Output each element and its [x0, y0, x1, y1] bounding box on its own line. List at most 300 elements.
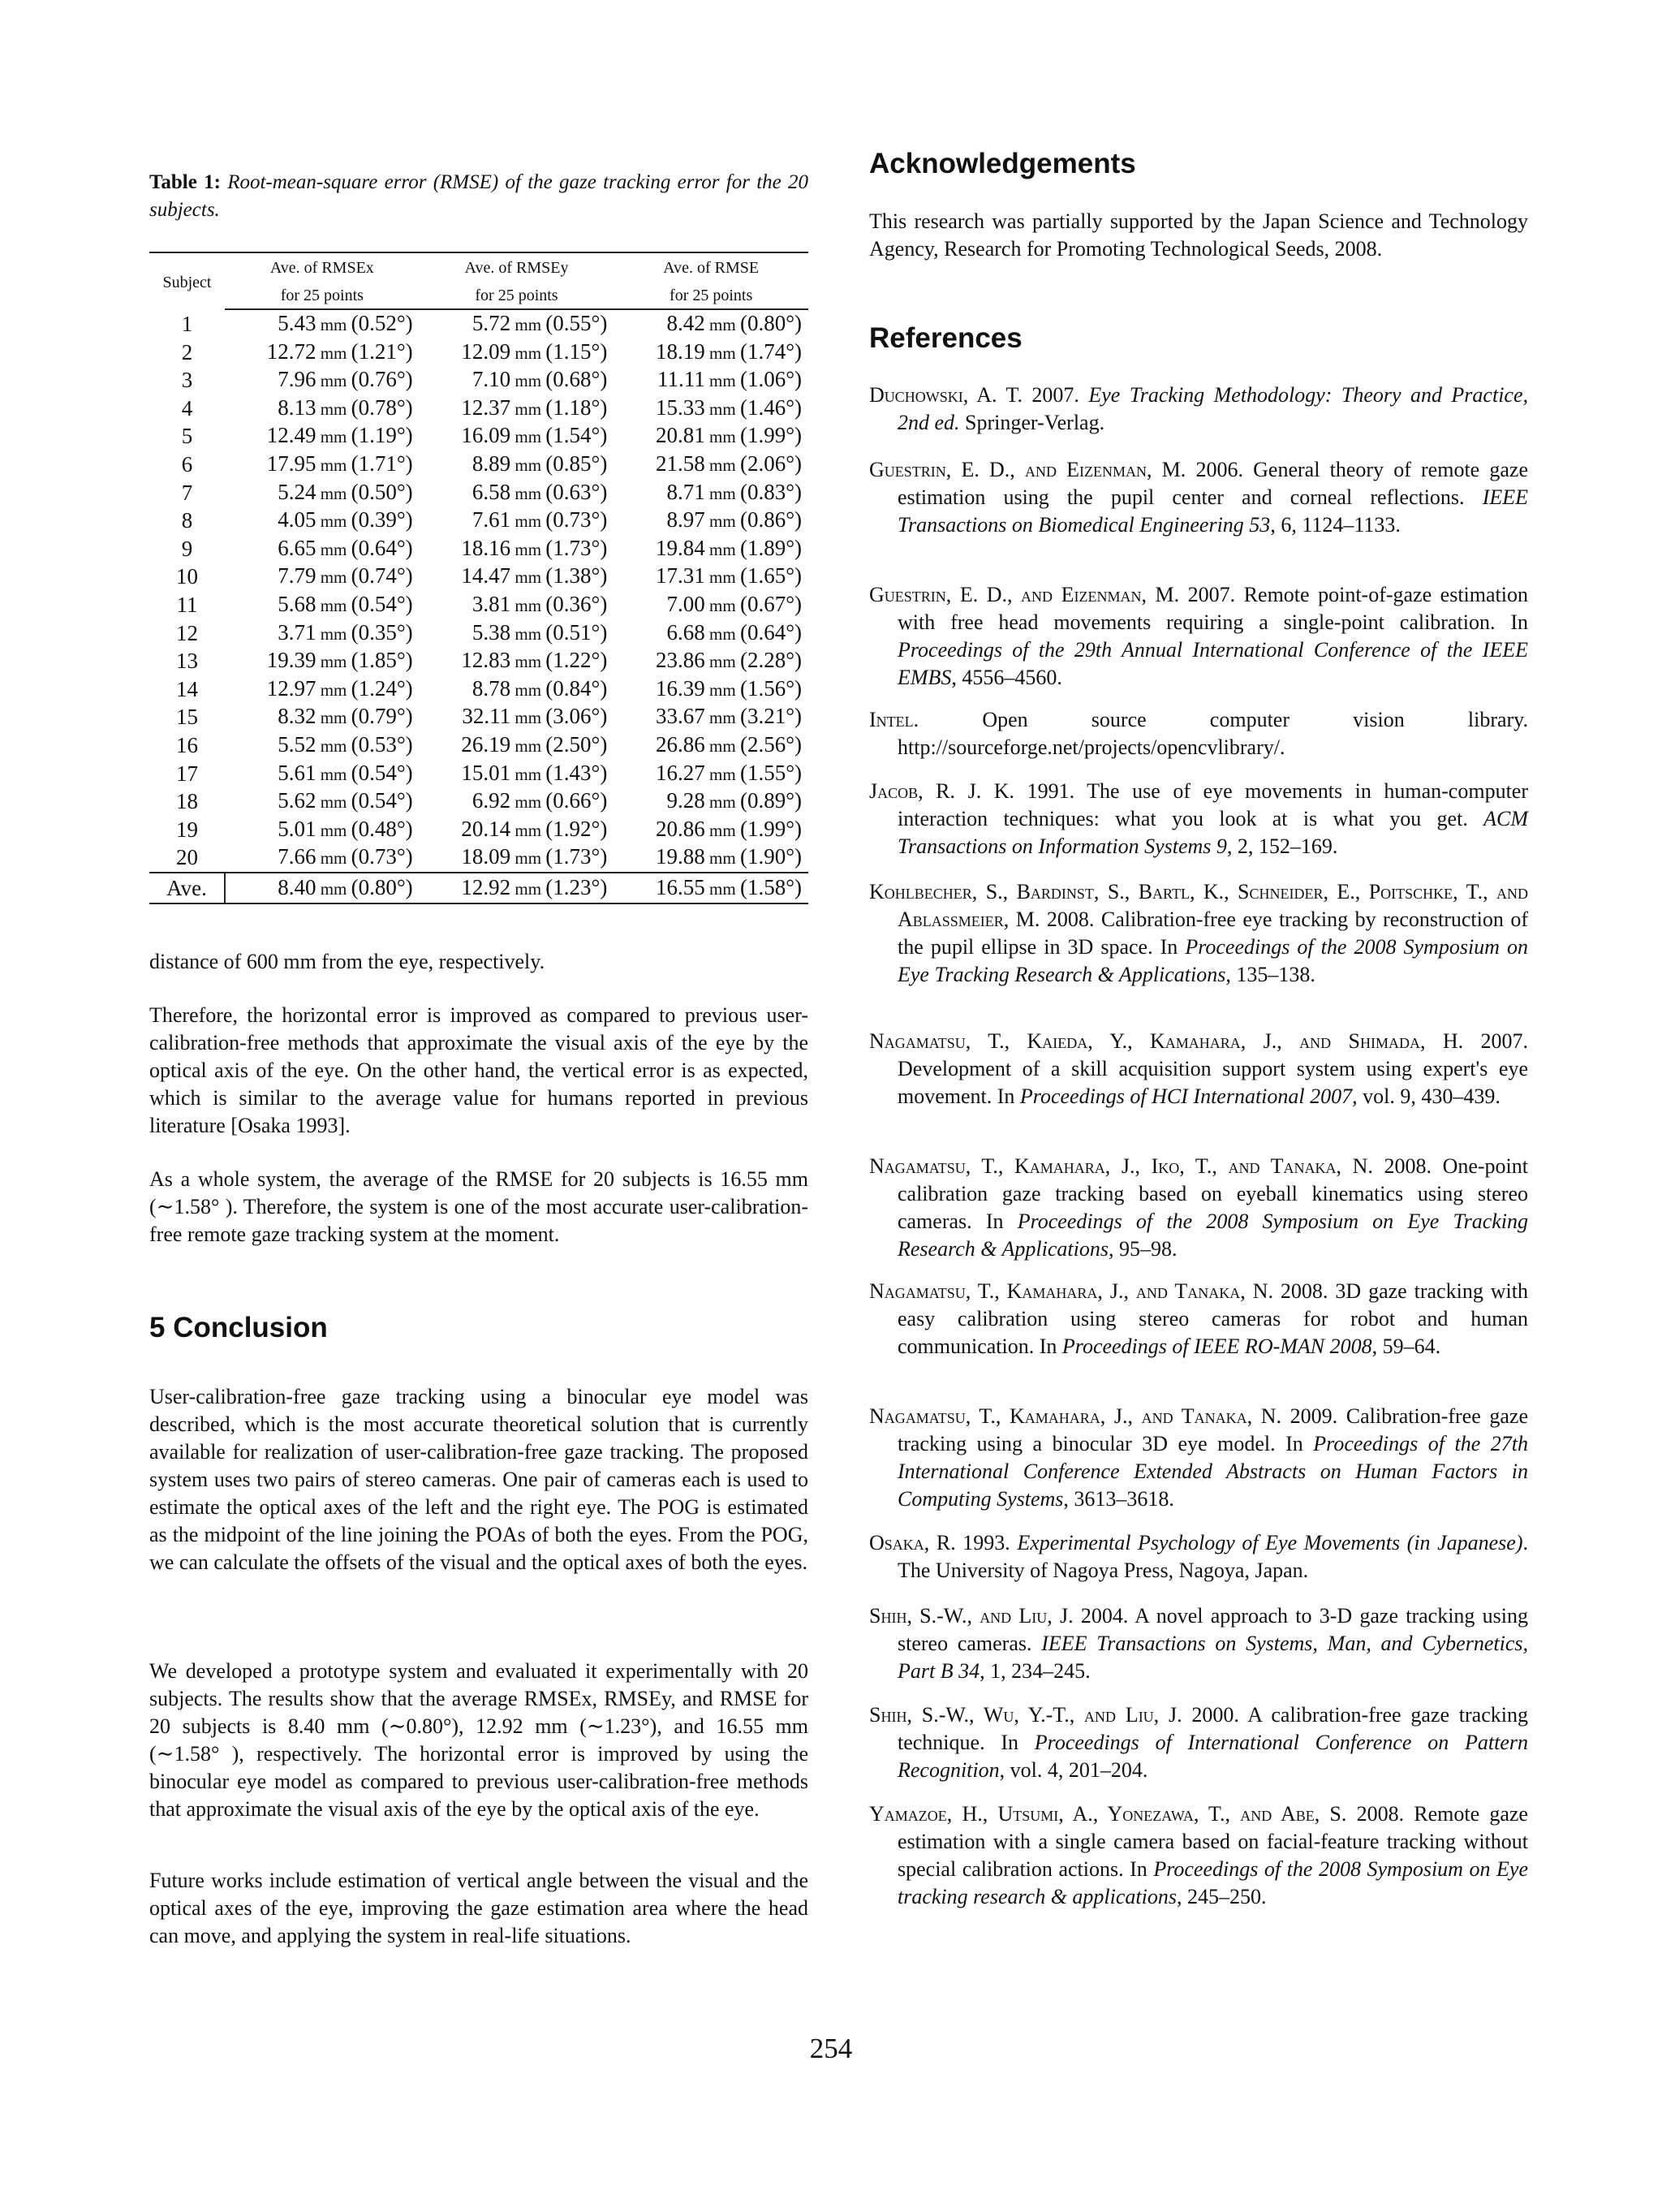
cell-degree: (1.19°) [351, 423, 413, 448]
reference-pages: , vol. 4, 201–204. [999, 1758, 1148, 1782]
rmse-y-cell [420, 703, 614, 731]
reference-authors: Osaka, R. [869, 1531, 956, 1554]
rmse-cell [614, 591, 808, 619]
cell-degree: (0.78°) [351, 395, 413, 420]
reference-details: 2004. A novel approach to 3-D gaze tracking using stereo cameras. [898, 1604, 1528, 1655]
cell-degree: (1.58°) [739, 874, 802, 899]
cell-value: 20.14 [461, 816, 511, 841]
cell-degree: (1.65°) [739, 563, 802, 589]
cell-value: 5.52 [278, 731, 316, 757]
cell-value: 12.49 [266, 423, 316, 448]
cell-value: 8.89 [471, 451, 511, 476]
cell-value: 8.78 [471, 675, 511, 701]
reference-pages: , 135–138. [1225, 963, 1315, 986]
reference-authors: Shih, S.-W., and Liu, J. [869, 1604, 1074, 1628]
table-row [149, 366, 808, 395]
reference-authors: Intel. [869, 708, 919, 731]
table-caption-text: Root-mean-square error (RMSE) of the gaze tracking error for the 20 subjects. [149, 171, 809, 221]
reference-item [869, 1602, 1528, 1685]
cell-value: 5.68 [278, 591, 316, 616]
cell-unit: mm [510, 679, 546, 700]
table-row [149, 395, 808, 423]
reference-details: Open source computer vision library. http://sourceforge.net/projects/opencvlibrary/. [898, 708, 1528, 759]
cell-value: 12.09 [461, 338, 511, 364]
cell-degree: (0.67°) [739, 591, 802, 616]
subject-cell: 6 [181, 451, 193, 476]
rmse-y-cell [420, 395, 614, 423]
cell-unit: mm [316, 567, 351, 588]
table-row [149, 843, 808, 873]
cell-unit: mm [316, 708, 351, 728]
reference-pages: , 2, 152–169. [1226, 834, 1338, 858]
cell-degree: (0.39°) [351, 507, 413, 533]
cell-value: 5.43 [278, 311, 316, 335]
cell-unit: mm [510, 623, 546, 644]
rmse-x-cell [225, 422, 420, 451]
rmse-y-cell [420, 451, 614, 479]
cell-degree: (1.99°) [739, 423, 802, 448]
cell-value: 7.00 [666, 591, 705, 616]
reference-authors: Nagamatsu, T., Kaieda, Y., Kamahara, J., and Shimada, H. [869, 1029, 1464, 1053]
cell-degree: (1.92°) [545, 816, 608, 841]
cell-degree: (0.35°) [351, 619, 413, 645]
cell-value: 5.61 [278, 760, 316, 785]
cell-value: 33.67 [656, 704, 705, 729]
table-row [149, 563, 808, 591]
header-rmse-y: Ave. of RMSEy [420, 252, 614, 281]
cell-degree: (1.38°) [545, 563, 608, 589]
reference-pages: , 6, 1124–1133. [1270, 513, 1401, 537]
cell-unit: mm [510, 567, 546, 588]
table-label: Table 1: [149, 171, 221, 193]
subject-cell: 13 [176, 649, 198, 674]
cell-unit: mm [704, 595, 740, 615]
reference-title: Proceedings of International Conference on Pattern Recognition [898, 1731, 1528, 1782]
cell-unit: mm [316, 595, 351, 615]
cell-unit: mm [510, 652, 546, 672]
rmse-x-cell [225, 366, 420, 395]
paragraph-conclusion-2: We developed a prototype system and evaluated it experimentally with 20 subjects. The results show that the average RMSEx, RMSEy, and RMSE for 20 subjects is 8.40 mm (∼0.80°), 12.92 mm (∼1.23°), and 16.55 mm (∼1.58° ), respectively. The horizontal error is improved by using the binocular eye model as compared to previous user-calibration-free methods that approximate the visual axis of the eye by the optical axis of the eye. [149, 1659, 808, 1821]
cell-value: 11.11 [657, 367, 705, 392]
cell-degree: (1.89°) [739, 535, 802, 560]
rmse-y-cell [420, 760, 614, 788]
cell-unit: mm [704, 539, 740, 559]
cell-value: 16.55 [656, 874, 705, 899]
reference-authors: Guestrin, E. D., and Eizenman, M. [869, 583, 1180, 606]
table-row [149, 760, 808, 788]
reference-details: 2007. [1022, 383, 1089, 407]
cell-unit: mm [704, 399, 740, 419]
rmse-x-cell [225, 760, 420, 788]
header-sub-3: for 25 points [614, 281, 808, 309]
cell-unit: mm [704, 483, 740, 503]
cell-value: 4.05 [278, 507, 316, 533]
rmse-y-cell [420, 479, 614, 507]
cell-unit: mm [316, 511, 351, 532]
cell-value: 17.95 [266, 451, 316, 476]
cell-unit: mm [704, 315, 740, 334]
cell-degree: (0.63°) [545, 479, 608, 504]
cell-value: 3.71 [278, 619, 316, 645]
cell-degree: (2.56°) [739, 731, 802, 757]
cell-unit: mm [316, 652, 351, 672]
cell-value: 18.09 [461, 844, 511, 869]
cell-degree: (0.68°) [545, 367, 608, 392]
header-subject: Subject [149, 252, 225, 309]
table-row [149, 619, 808, 648]
cell-degree: (0.36°) [545, 591, 608, 616]
paragraph-future-work: Future works include estimation of vertical angle between the visual and the optical axes of the eye, improving the gaze estimation area where the head can move, and applying the system in real-life situations. [149, 1869, 808, 1947]
reference-title: Proceedings of the 29th Annual International Conference of the IEEE EMBS [898, 638, 1528, 689]
cell-value: 12.37 [461, 395, 511, 420]
cell-degree: (0.54°) [351, 788, 413, 813]
rmse-x-cell [225, 479, 420, 507]
table-row [149, 507, 808, 535]
reference-authors: Yamazoe, H., Utsumi, A., Yonezawa, T., and Abe, S. [869, 1802, 1347, 1826]
cell-unit: mm [316, 455, 351, 475]
subject-cell: 8 [181, 508, 193, 533]
cell-value: 21.58 [656, 451, 705, 476]
header-rmse-x: Ave. of RMSEx [225, 252, 420, 281]
rmse-cell [614, 507, 808, 535]
subject-cell: Ave. [149, 873, 225, 903]
reference-item [869, 382, 1528, 437]
cell-unit: mm [316, 679, 351, 700]
cell-unit: mm [704, 511, 740, 532]
cell-degree: (0.83°) [739, 479, 802, 504]
rmse-x-cell [225, 309, 420, 338]
rmse-y-cell [420, 873, 614, 903]
cell-unit: mm [510, 315, 546, 334]
paragraph-distance: distance of 600 mm from the eye, respectively. [149, 950, 545, 973]
cell-degree: (0.54°) [351, 760, 413, 785]
cell-degree: (1.23°) [545, 874, 608, 899]
reference-authors: Jacob, R. J. K. [869, 779, 1015, 803]
rmse-cell [614, 731, 808, 760]
cell-degree: (1.73°) [545, 844, 608, 869]
cell-unit: mm [316, 399, 351, 419]
cell-degree: (0.55°) [545, 311, 608, 335]
subject-cell: 19 [176, 817, 198, 842]
cell-unit: mm [316, 315, 351, 334]
cell-unit: mm [704, 623, 740, 644]
cell-unit: mm [316, 371, 351, 391]
cell-value: 5.62 [278, 788, 316, 813]
reference-title: Proceedings of the 27th International Conference Extended Abstracts on Human Factors in Computing Systems [898, 1432, 1528, 1511]
cell-unit: mm [704, 792, 740, 813]
cell-value: 12.92 [461, 874, 511, 899]
rmse-y-cell [420, 619, 614, 648]
reference-title: ACM Transactions on Information Systems 9 [898, 807, 1528, 858]
subject-cell: 9 [181, 536, 193, 561]
table-caption [149, 169, 808, 224]
cell-unit: mm [316, 878, 351, 899]
cell-degree: (1.21°) [351, 338, 413, 364]
rmse-y-cell [420, 816, 614, 844]
table-row [149, 703, 808, 731]
subject-cell: 4 [181, 395, 193, 420]
cell-unit: mm [316, 427, 351, 447]
reference-item [869, 1800, 1528, 1911]
rmse-x-cell [225, 619, 420, 648]
cell-unit: mm [510, 792, 546, 813]
cell-unit: mm [316, 539, 351, 559]
subject-cell: 12 [176, 620, 198, 645]
reference-details: 2008. Calibration-free eye tracking by reconstruction of the pupil ellipse in 3D space. In [898, 908, 1528, 959]
cell-unit: mm [704, 371, 740, 391]
cell-value: 6.68 [666, 619, 705, 645]
cell-unit: mm [316, 623, 351, 644]
reference-pages: , 1, 234–245. [980, 1659, 1091, 1683]
reference-pages: , 245–250. [1176, 1885, 1267, 1908]
cell-value: 5.24 [278, 479, 316, 504]
reference-details: 2006. General theory of remote gaze estimation using the pupil center and corneal reflections. [898, 458, 1529, 509]
cell-unit: mm [704, 652, 740, 672]
subject-cell: 3 [181, 368, 193, 393]
cell-unit: mm [510, 848, 546, 869]
cell-unit: mm [510, 371, 546, 391]
subject-cell: 11 [176, 592, 198, 617]
cell-unit: mm [704, 848, 740, 869]
rmse-y-cell [420, 563, 614, 591]
rmse-cell [614, 395, 808, 423]
cell-value: 8.42 [666, 311, 705, 335]
table-row [149, 591, 808, 619]
cell-value: 8.97 [666, 507, 705, 533]
rmse-cell [614, 843, 808, 873]
cell-value: 19.88 [656, 844, 705, 869]
cell-degree: (3.06°) [545, 704, 608, 729]
table-row [149, 647, 808, 675]
rmse-cell [614, 563, 808, 591]
cell-value: 12.83 [461, 648, 511, 673]
cell-unit: mm [510, 399, 546, 419]
cell-unit: mm [510, 764, 546, 784]
reference-title: Eye Tracking Methodology: Theory and Practice, 2nd ed. [898, 383, 1528, 434]
cell-degree: (0.73°) [545, 507, 608, 533]
acknowledgements-text: This research was partially supported by the Japan Science and Technology Agency, Research for Promoting Technological Seeds, 2008. [869, 209, 1528, 261]
rmse-y-cell [420, 647, 614, 675]
cell-degree: (1.24°) [351, 675, 413, 701]
table-row [149, 787, 808, 816]
cell-degree: (1.22°) [545, 648, 608, 673]
cell-value: 16.09 [461, 423, 511, 448]
reference-item [869, 1028, 1528, 1110]
table-row [149, 535, 808, 563]
cell-degree: (2.06°) [739, 451, 802, 476]
cell-degree: (2.50°) [545, 731, 608, 757]
cell-degree: (1.90°) [739, 844, 802, 869]
reference-details: 2009. Calibration-free gaze tracking using a binocular 3D eye model. In [898, 1404, 1528, 1455]
cell-unit: mm [704, 735, 740, 756]
cell-degree: (0.50°) [351, 479, 413, 504]
reference-pages: . The University of Nagoya Press, Nagoya, Japan. [898, 1531, 1529, 1582]
cell-degree: (1.55°) [739, 760, 802, 785]
cell-unit: mm [704, 764, 740, 784]
table-row [149, 309, 808, 338]
cell-degree: (1.54°) [545, 423, 608, 448]
cell-value: 6.65 [278, 535, 316, 560]
cell-degree: (0.84°) [545, 675, 608, 701]
reference-pages: , 95–98. [1108, 1237, 1178, 1261]
subject-cell: 16 [176, 732, 198, 757]
rmse-y-cell [420, 338, 614, 367]
cell-value: 7.66 [278, 844, 316, 869]
cell-degree: (0.85°) [545, 451, 608, 476]
cell-degree: (0.54°) [351, 591, 413, 616]
paragraph-horizontal-error: Therefore, the horizontal error is improved as compared to previous user-calibration-free methods that approximate the visual axis of the eye by the optical axis of the eye. On the other hand, the vertical error is as expected, which is similar to the average value for humans reported in previous literature [Osaka 1993]. [149, 1003, 808, 1137]
subject-cell: 5 [181, 424, 193, 449]
reference-pages: , 4556–4560. [951, 666, 1062, 689]
reference-item [869, 1403, 1528, 1513]
reference-details: 1993. [955, 1531, 1018, 1554]
cell-degree: (0.52°) [351, 311, 413, 335]
cell-unit: mm [510, 427, 546, 447]
cell-degree: (0.64°) [739, 619, 802, 645]
paragraph-whole-system: As a whole system, the average of the RMSE for 20 subjects is 16.55 mm (∼1.58° ). Therefore, the system is one of the most accurate user-calibration-free remote gaze tracking system at the moment. [149, 1167, 808, 1246]
cell-value: 16.39 [656, 675, 705, 701]
cell-unit: mm [510, 511, 546, 532]
cell-unit: mm [510, 343, 546, 363]
reference-authors: Nagamatsu, T., Kamahara, J., and Tanaka, N. [869, 1404, 1282, 1428]
table-row [149, 731, 808, 760]
table-row [149, 338, 808, 367]
cell-degree: (0.48°) [351, 816, 413, 841]
reference-item [869, 1278, 1528, 1360]
paragraph-conclusion-1: User-calibration-free gaze tracking using a binocular eye model was described, which is the most accurate theoretical solution that is currently available for realization of user-calibration-free gaze tracking. The proposed system uses two pairs of stereo cameras. One pair of cameras each is used to estimate the optical axes of the left and the right eye. The POG is estimated as the midpoint of the line joining the POAs of both the eyes. From the POG, we can calculate the offsets of the visual and the optical axes of both the eyes. [149, 1385, 808, 1574]
table-average-row [149, 873, 808, 903]
cell-degree: (1.71°) [351, 451, 413, 476]
reference-item [869, 706, 1528, 761]
subject-cell: 15 [176, 705, 198, 730]
cell-value: 32.11 [462, 704, 511, 729]
rmse-x-cell [225, 451, 420, 479]
cell-degree: (2.28°) [739, 648, 802, 673]
cell-degree: (1.74°) [739, 338, 802, 364]
cell-value: 14.47 [461, 563, 511, 589]
rmse-x-cell [225, 395, 420, 423]
reference-authors: Guestrin, E. D., and Eizenman, M. [869, 458, 1186, 481]
cell-degree: (0.76°) [351, 367, 413, 392]
reference-title: Experimental Psychology of Eye Movements (in Japanese) [1017, 1531, 1523, 1554]
cell-degree: (1.73°) [545, 535, 608, 560]
subject-cell: 17 [176, 761, 198, 786]
cell-unit: mm [316, 764, 351, 784]
cell-degree: (1.18°) [545, 395, 608, 420]
cell-degree: (0.79°) [351, 704, 413, 729]
rmse-cell [614, 873, 808, 903]
rmse-x-cell [225, 731, 420, 760]
cell-value: 20.81 [656, 423, 705, 448]
cell-value: 18.16 [461, 535, 511, 560]
page-number: 254 [809, 2033, 853, 2064]
rmse-y-cell [420, 366, 614, 395]
rmse-cell [614, 760, 808, 788]
cell-value: 16.27 [656, 760, 705, 785]
cell-degree: (0.66°) [545, 788, 608, 813]
cell-unit: mm [510, 820, 546, 840]
reference-item [869, 1529, 1528, 1585]
header-rmse: Ave. of RMSE [614, 252, 808, 281]
cell-degree: (0.80°) [739, 311, 802, 335]
table-row [149, 451, 808, 479]
subject-cell: 18 [176, 789, 198, 814]
rmse-cell [614, 366, 808, 395]
cell-unit: mm [510, 483, 546, 503]
rmse-y-cell [420, 843, 614, 873]
subject-cell: 2 [181, 339, 193, 364]
cell-value: 9.28 [666, 788, 705, 813]
cell-unit: mm [704, 567, 740, 588]
reference-item [869, 878, 1528, 989]
rmse-cell [614, 535, 808, 563]
reference-details: 2008. 3D gaze tracking with easy calibration using stereo cameras for robot and human communication. In [898, 1279, 1528, 1358]
cell-unit: mm [704, 708, 740, 728]
cell-value: 7.10 [471, 367, 511, 392]
rmse-y-cell [420, 309, 614, 338]
cell-unit: mm [316, 792, 351, 813]
cell-value: 20.86 [656, 816, 705, 841]
rmse-cell [614, 675, 808, 704]
subject-cell: 14 [176, 676, 198, 701]
subject-cell: 10 [176, 564, 198, 589]
reference-details: 2007. Remote point-of-gaze estimation with free head movements requiring a single-point calibration. In [898, 583, 1528, 634]
cell-value: 6.92 [471, 788, 511, 813]
reference-details: 2000. A calibration-free gaze tracking technique. In [898, 1703, 1528, 1754]
rmse-y-cell [420, 675, 614, 704]
rmse-cell [614, 703, 808, 731]
cell-unit: mm [510, 735, 546, 756]
cell-unit: mm [704, 343, 740, 363]
header-sub-1: for 25 points [225, 281, 420, 309]
table-row [149, 816, 808, 844]
cell-value: 15.01 [461, 760, 511, 785]
reference-authors: Nagamatsu, T., Kamahara, J., Iko, T., and Tanaka, N. [869, 1154, 1373, 1178]
cell-unit: mm [316, 820, 351, 840]
cell-degree: (1.06°) [739, 367, 802, 392]
rmse-y-cell [420, 591, 614, 619]
cell-value: 6.58 [471, 479, 511, 504]
reference-pages: , 59–64. [1371, 1335, 1441, 1358]
rmse-cell [614, 479, 808, 507]
rmse-x-cell [225, 507, 420, 535]
cell-degree: (1.15°) [545, 338, 608, 364]
cell-degree: (0.86°) [739, 507, 802, 533]
cell-unit: mm [510, 878, 546, 899]
reference-item [869, 581, 1528, 692]
cell-value: 5.01 [278, 816, 316, 841]
cell-value: 12.72 [266, 338, 316, 364]
cell-unit: mm [704, 679, 740, 700]
cell-degree: (1.43°) [545, 760, 608, 785]
subject-cell: 1 [181, 311, 193, 336]
cell-unit: mm [316, 848, 351, 869]
cell-degree: (0.73°) [351, 844, 413, 869]
cell-value: 8.13 [278, 395, 316, 420]
cell-unit: mm [316, 343, 351, 363]
reference-item [869, 456, 1528, 539]
cell-value: 8.40 [278, 874, 316, 899]
cell-value: 19.39 [266, 648, 316, 673]
reference-authors: Duchowski, A. T. [869, 383, 1023, 407]
cell-unit: mm [704, 878, 740, 899]
rmse-table [149, 252, 808, 904]
reference-pages: , vol. 9, 430–439. [1352, 1084, 1501, 1108]
reference-details: 2007. Development of a skill acquisition support system using expert's eye movement. In [898, 1029, 1528, 1108]
cell-value: 26.86 [656, 731, 705, 757]
cell-degree: (1.85°) [351, 648, 413, 673]
rmse-x-cell [225, 338, 420, 367]
